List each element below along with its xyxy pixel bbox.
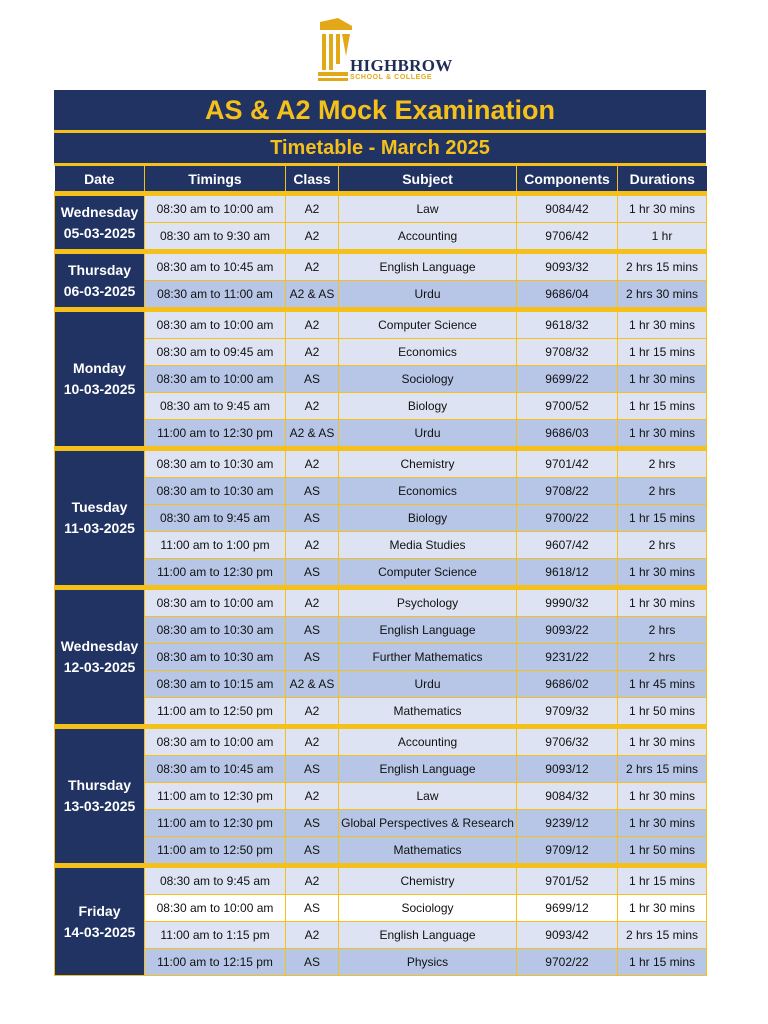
table-row	[55, 617, 707, 644]
timings-cell: 11:00 am to 12:15 pm	[145, 949, 286, 976]
subject-cell: Sociology	[339, 895, 517, 922]
class-cell: A2	[286, 727, 339, 756]
component-cell: 9708/22	[517, 478, 618, 505]
class-cell: A2	[286, 922, 339, 949]
timings-cell: 08:30 am to 10:00 am	[145, 366, 286, 393]
duration-cell: 2 hrs	[618, 478, 707, 505]
subject-cell: English Language	[339, 252, 517, 281]
duration-cell: 1 hr 30 mins	[618, 588, 707, 617]
timings-cell: 08:30 am to 9:30 am	[145, 223, 286, 252]
duration-cell: 2 hrs 15 mins	[618, 756, 707, 783]
column-header-components: Components	[517, 166, 618, 194]
table-row	[55, 532, 707, 559]
timings-cell: 08:30 am to 10:00 am	[145, 310, 286, 339]
component-cell: 9709/12	[517, 837, 618, 866]
component-cell: 9093/42	[517, 922, 618, 949]
column-header-date: Date	[55, 166, 145, 194]
component-cell: 9699/12	[517, 895, 618, 922]
class-cell: AS	[286, 895, 339, 922]
subject-cell: Accounting	[339, 223, 517, 252]
duration-cell: 1 hr 15 mins	[618, 505, 707, 532]
class-cell: A2	[286, 588, 339, 617]
date-cell	[55, 310, 145, 449]
table-header-row	[55, 166, 707, 194]
duration-cell: 1 hr 30 mins	[618, 310, 707, 339]
table-row	[55, 366, 707, 393]
table-row	[55, 644, 707, 671]
timetable-sheet	[54, 90, 706, 976]
day-name: Thursday	[67, 777, 131, 793]
subject-cell: Sociology	[339, 366, 517, 393]
subject-cell: Media Studies	[339, 532, 517, 559]
column-header-class: Class	[286, 166, 339, 194]
table-row	[55, 223, 707, 252]
duration-cell: 1 hr 30 mins	[618, 810, 707, 837]
duration-cell: 1 hr 30 mins	[618, 194, 707, 223]
table-row	[55, 505, 707, 532]
table-row	[55, 698, 707, 727]
duration-cell: 2 hrs	[618, 644, 707, 671]
timings-cell: 11:00 am to 12:50 pm	[145, 698, 286, 727]
duration-cell: 1 hr 30 mins	[618, 727, 707, 756]
exam-date: 11-03-2025	[64, 520, 135, 536]
table-row	[55, 252, 707, 281]
class-cell: A2	[286, 223, 339, 252]
class-cell: AS	[286, 810, 339, 837]
table-row	[55, 671, 707, 698]
component-cell: 9701/42	[517, 449, 618, 478]
table-row	[55, 310, 707, 339]
subject-cell: English Language	[339, 922, 517, 949]
component-cell: 9607/42	[517, 532, 618, 559]
timings-cell: 11:00 am to 12:30 pm	[145, 783, 286, 810]
exam-date: 06-03-2025	[63, 282, 136, 299]
subject-cell: Further Mathematics	[339, 644, 517, 671]
class-cell: A2	[286, 310, 339, 339]
timings-cell: 08:30 am to 10:30 am	[145, 617, 286, 644]
component-cell: 9239/12	[517, 810, 618, 837]
timings-cell: 11:00 am to 12:30 pm	[145, 810, 286, 837]
exam-date: 12-03-2025	[63, 659, 136, 675]
timetable-table	[54, 166, 707, 976]
timings-cell: 08:30 am to 9:45 am	[145, 866, 286, 895]
class-cell: AS	[286, 644, 339, 671]
timings-cell: 08:30 am to 10:00 am	[145, 727, 286, 756]
subject-cell: English Language	[339, 617, 517, 644]
class-cell: A2	[286, 194, 339, 223]
component-cell: 9686/04	[517, 281, 618, 310]
component-cell: 9084/32	[517, 783, 618, 810]
subject-cell: Psychology	[339, 588, 517, 617]
day-name: Friday	[78, 902, 121, 919]
component-cell: 9686/03	[517, 420, 618, 449]
class-cell: A2 & AS	[286, 420, 339, 449]
subject-cell: Biology	[339, 505, 517, 532]
component-cell: 9700/52	[517, 393, 618, 420]
subject-cell: Economics	[339, 339, 517, 366]
timings-cell: 11:00 am to 1:15 pm	[145, 922, 286, 949]
table-row	[55, 449, 707, 478]
class-cell: A2	[286, 252, 339, 281]
table-row	[55, 895, 707, 922]
timings-cell: 08:30 am to 9:45 am	[145, 393, 286, 420]
duration-cell: 2 hrs 15 mins	[618, 252, 707, 281]
date-cell	[55, 866, 145, 976]
component-cell: 9231/22	[517, 644, 618, 671]
day-name: Wednesday	[60, 203, 139, 220]
subject-cell: Computer Science	[339, 559, 517, 588]
column-header-subject: Subject	[339, 166, 517, 194]
timings-cell: 11:00 am to 1:00 pm	[145, 532, 286, 559]
subject-cell: English Language	[339, 756, 517, 783]
component-cell: 9706/42	[517, 223, 618, 252]
timings-cell: 08:30 am to 10:30 am	[145, 478, 286, 505]
duration-cell: 2 hrs 15 mins	[618, 922, 707, 949]
date-cell	[55, 252, 145, 310]
logo-name: HIGHBROW	[350, 56, 453, 75]
table-row	[55, 727, 707, 756]
class-cell: AS	[286, 559, 339, 588]
table-body	[55, 194, 707, 976]
component-cell: 9702/22	[517, 949, 618, 976]
timings-cell: 08:30 am to 9:45 am	[145, 505, 286, 532]
duration-cell: 1 hr 30 mins	[618, 366, 707, 393]
table-row	[55, 756, 707, 783]
class-cell: A2	[286, 866, 339, 895]
duration-cell: 1 hr 50 mins	[618, 698, 707, 727]
duration-cell: 1 hr 15 mins	[618, 866, 707, 895]
class-cell: A2	[286, 393, 339, 420]
duration-cell: 1 hr	[618, 223, 707, 252]
class-cell: A2	[286, 698, 339, 727]
class-cell: AS	[286, 949, 339, 976]
subject-cell: Mathematics	[339, 837, 517, 866]
component-cell: 9708/32	[517, 339, 618, 366]
component-cell: 9618/32	[517, 310, 618, 339]
day-name: Tuesday	[71, 499, 128, 515]
date-cell	[55, 588, 145, 727]
table-row	[55, 559, 707, 588]
table-row	[55, 922, 707, 949]
subject-cell: Accounting	[339, 727, 517, 756]
table-row	[55, 339, 707, 366]
exam-date: 10-03-2025	[63, 381, 136, 397]
timings-cell: 08:30 am to 10:15 am	[145, 671, 286, 698]
class-cell: A2	[286, 339, 339, 366]
timings-cell: 08:30 am to 11:00 am	[145, 281, 286, 310]
timings-cell: 08:30 am to 09:45 am	[145, 339, 286, 366]
class-cell: AS	[286, 505, 339, 532]
date-cell	[55, 727, 145, 866]
subject-cell: Biology	[339, 393, 517, 420]
subject-cell: Urdu	[339, 281, 517, 310]
component-cell: 9706/32	[517, 727, 618, 756]
table-row	[55, 783, 707, 810]
component-cell: 9701/52	[517, 866, 618, 895]
duration-cell: 2 hrs	[618, 532, 707, 559]
duration-cell: 1 hr 15 mins	[618, 393, 707, 420]
exam-date: 13-03-2025	[63, 798, 136, 814]
table-row	[55, 194, 707, 223]
class-cell: AS	[286, 837, 339, 866]
day-name: Thursday	[67, 261, 131, 278]
timings-cell: 08:30 am to 10:30 am	[145, 449, 286, 478]
timings-cell: 11:00 am to 12:30 pm	[145, 559, 286, 588]
duration-cell: 1 hr 30 mins	[618, 895, 707, 922]
component-cell: 9093/12	[517, 756, 618, 783]
table-row	[55, 810, 707, 837]
class-cell: A2	[286, 449, 339, 478]
duration-cell: 2 hrs	[618, 617, 707, 644]
table-row	[55, 949, 707, 976]
timings-cell: 08:30 am to 10:00 am	[145, 588, 286, 617]
component-cell: 9700/22	[517, 505, 618, 532]
duration-cell: 1 hr 30 mins	[618, 420, 707, 449]
duration-cell: 1 hr 15 mins	[618, 949, 707, 976]
column-header-durations: Durations	[618, 166, 707, 194]
class-cell: AS	[286, 617, 339, 644]
logo-tagline: SCHOOL & COLLEGE	[350, 74, 433, 81]
class-cell: A2 & AS	[286, 281, 339, 310]
component-cell: 9686/02	[517, 671, 618, 698]
table-row	[55, 420, 707, 449]
school-logo	[316, 16, 452, 84]
subject-cell: Global Perspectives & Research	[339, 810, 517, 837]
table-row	[55, 588, 707, 617]
timings-cell: 08:30 am to 10:45 am	[145, 252, 286, 281]
day-name: Monday	[73, 360, 126, 376]
subject-cell: Physics	[339, 949, 517, 976]
class-cell: AS	[286, 756, 339, 783]
exam-date: 14-03-2025	[63, 923, 136, 940]
component-cell: 9084/42	[517, 194, 618, 223]
subject-cell: Economics	[339, 478, 517, 505]
duration-cell: 1 hr 45 mins	[618, 671, 707, 698]
table-row	[55, 393, 707, 420]
duration-cell: 1 hr 30 mins	[618, 783, 707, 810]
subject-cell: Urdu	[339, 420, 517, 449]
duration-cell: 1 hr 30 mins	[618, 559, 707, 588]
column-header-timings: Timings	[145, 166, 286, 194]
timings-cell: 08:30 am to 10:00 am	[145, 194, 286, 223]
table-row	[55, 866, 707, 895]
subject-cell: Chemistry	[339, 449, 517, 478]
component-cell: 9618/12	[517, 559, 618, 588]
subject-cell: Urdu	[339, 671, 517, 698]
table-row	[55, 281, 707, 310]
subject-cell: Computer Science	[339, 310, 517, 339]
class-cell: A2	[286, 783, 339, 810]
component-cell: 9709/32	[517, 698, 618, 727]
timings-cell: 08:30 am to 10:00 am	[145, 895, 286, 922]
timings-cell: 08:30 am to 10:45 am	[145, 756, 286, 783]
class-cell: A2	[286, 532, 339, 559]
duration-cell: 2 hrs 30 mins	[618, 281, 707, 310]
page-title: AS & A2 Mock Examination	[54, 90, 706, 133]
page-subtitle: Timetable - March 2025	[54, 133, 706, 166]
timings-cell: 11:00 am to 12:50 pm	[145, 837, 286, 866]
duration-cell: 1 hr 15 mins	[618, 339, 707, 366]
subject-cell: Law	[339, 783, 517, 810]
class-cell: AS	[286, 366, 339, 393]
component-cell: 9699/22	[517, 366, 618, 393]
subject-cell: Law	[339, 194, 517, 223]
component-cell: 9093/22	[517, 617, 618, 644]
component-cell: 9990/32	[517, 588, 618, 617]
duration-cell: 1 hr 50 mins	[618, 837, 707, 866]
table-row	[55, 837, 707, 866]
exam-date: 05-03-2025	[63, 224, 136, 241]
day-name: Wednesday	[60, 638, 139, 654]
table-row	[55, 478, 707, 505]
class-cell: A2 & AS	[286, 671, 339, 698]
duration-cell: 2 hrs	[618, 449, 707, 478]
date-cell	[55, 194, 145, 252]
subject-cell: Mathematics	[339, 698, 517, 727]
timings-cell: 08:30 am to 10:30 am	[145, 644, 286, 671]
component-cell: 9093/32	[517, 252, 618, 281]
date-cell	[55, 449, 145, 588]
subject-cell: Chemistry	[339, 866, 517, 895]
class-cell: AS	[286, 478, 339, 505]
timings-cell: 11:00 am to 12:30 pm	[145, 420, 286, 449]
